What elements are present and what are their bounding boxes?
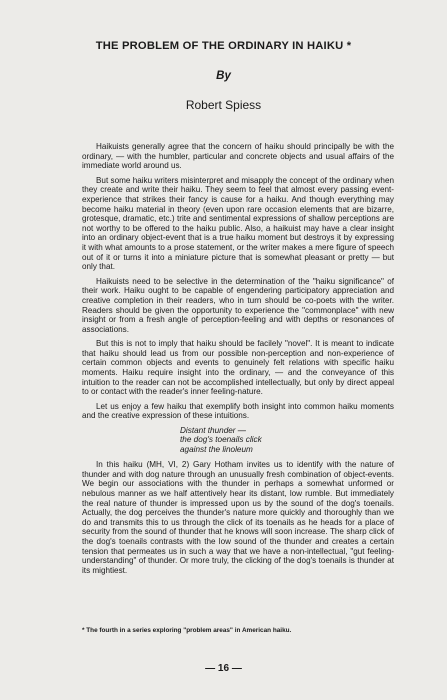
paragraph: In this haiku (MH, VI, 2) Gary Hotham invites us to identify with the nature of thunder and with dog nature through an unusually fresh combination of object-events. We begin our associations with the thunder in perhaps a somewhat unformed or nebulous manner as we half attentively hear its distant, low rumble. But immediately the real nature of thunder is impressed upon us by the sound of the dog's toenails. Actually, the dog perceives the thunder's nature more quickly and thoroughly than we do and transmits this to us through the click of its toenails as he heads for a place of security from the sound of thunder that he knows will soon increase. The sharp click of the dog's toenails contrasts with the low sound of the thunder and creates a certain tension that permeates us in such a way that we have a non-intellectual, "gut feeling-understanding" of thunder. Or more truly, the clicking of the dog's toenails is thunder at its mightiest. xyxy=(82,460,394,575)
page-number: — 16 — xyxy=(205,663,242,674)
paragraph: Haikuists need to be selective in the determination of the "haiku significance" of their work. Haiku ought to be capable of engendering participatory appreciation and creative completion in their readers, who in turn should be co-poets with the writer. Readers should be given the opportunity to experience the "commonplace" with new insight or from a fresh angle of perception-feeling and with depths or resonances of associations. xyxy=(82,276,394,334)
author-name: Robert Spiess xyxy=(185,98,262,112)
paragraph: Let us enjoy a few haiku that exemplify both insight into common haiku moments and the creative expression of these intuitions. xyxy=(82,401,394,421)
haiku-poem xyxy=(180,426,394,454)
byline-by: By xyxy=(216,70,231,82)
footnote: * The fourth in a series exploring "problem areas" in American haiku. xyxy=(82,627,292,634)
paragraph: But some haiku writers misinterpret and misapply the concept of the ordinary when they create and write their haiku. They seem to feel that almost every passing event-experience that strikes their fancy is cause for a haiku. And though everything may become haiku material in theory (even upon rare occasion elements that are bizarre, grotesque, dramatic, etc.) trite and sentimental expressions of shallow perceptions are not worthy to be offered to the haiku public. Also, a haikuist may have a clear insight into an ordinary object-event that is a true haiku moment but destroys it by expressing it with what amounts to a prose statement, or the writer makes a mere figure of speech out of it or turns it into a miniature picture that is somewhat pleasant or pretty — but only that. xyxy=(82,175,394,272)
poem-line: against the linoleum xyxy=(180,444,253,454)
paragraph: Haikuists generally agree that the concern of haiku should principally be with the ordinary, — with the humbler, particular and concrete objects and usual affairs of the immediate world around us. xyxy=(82,142,394,171)
article-body xyxy=(82,142,394,580)
poem-line: Distant thunder — xyxy=(180,426,246,436)
poem-line: the dog's toenails click xyxy=(180,435,262,445)
paragraph: But this is not to imply that haiku should be facilely "novel". It is meant to indicate that haiku should lead us from our possible non-perception and non-experience of certain common objects and events to genuinely felt relations with specific haiku moments. Haiku require insight into the ordinary, — and the conveyance of this intuition to the reader can not be accomplished intellectually, but only by direct appeal to or contact with the reader's inner feeling-nature. xyxy=(82,339,394,397)
article-title: THE PROBLEM OF THE ORDINARY IN HAIKU * xyxy=(95,40,352,52)
